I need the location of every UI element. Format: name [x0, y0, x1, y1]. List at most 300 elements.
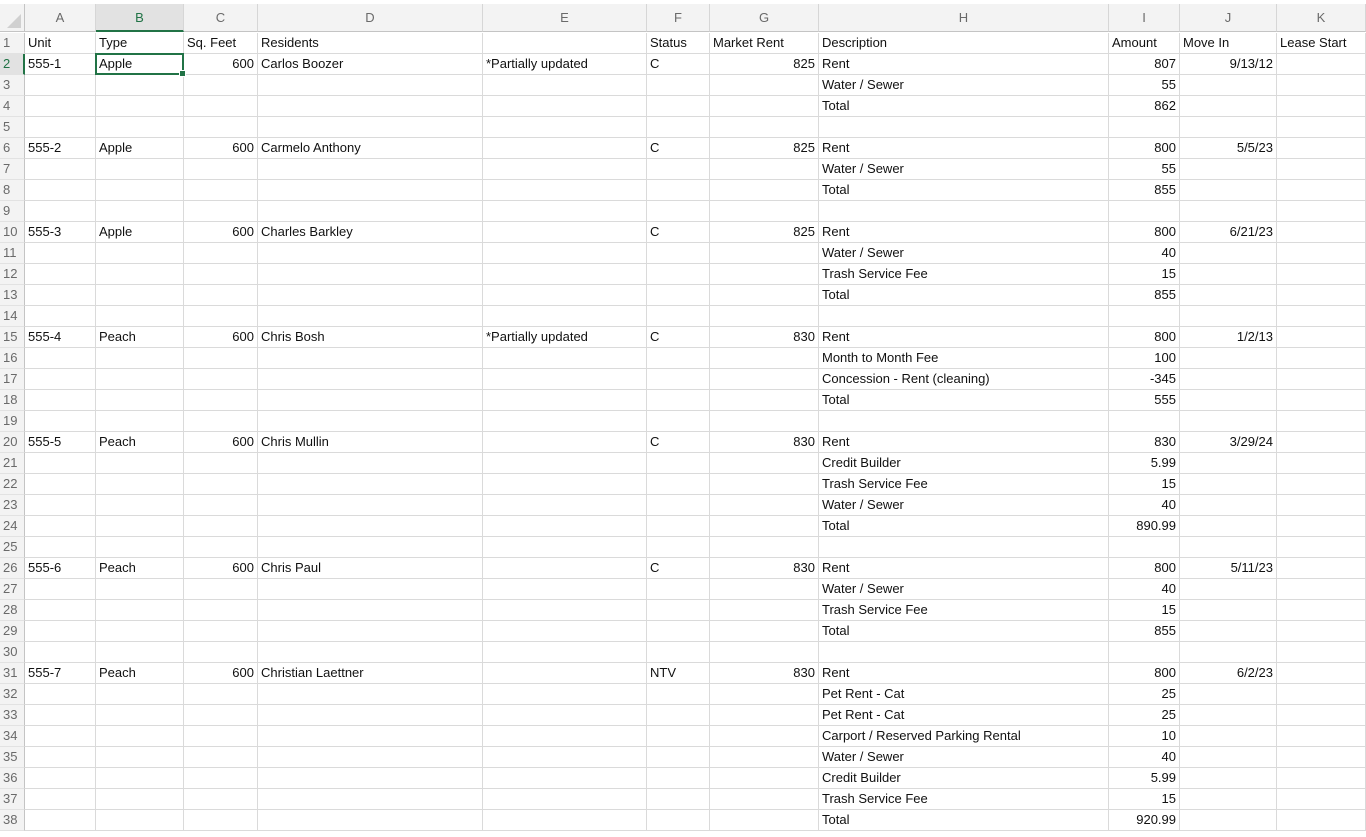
cell-b35[interactable]	[96, 747, 184, 768]
cell-f32[interactable]	[647, 684, 710, 705]
cell-a21[interactable]	[25, 453, 96, 474]
cell-c32[interactable]	[184, 684, 258, 705]
cell-j33[interactable]	[1180, 705, 1277, 726]
cell-b20[interactable]: Peach	[96, 432, 184, 453]
cell-k21[interactable]	[1277, 453, 1366, 474]
cell-k36[interactable]	[1277, 768, 1366, 789]
cell-b23[interactable]	[96, 495, 184, 516]
cell-a2[interactable]: 555-1	[25, 54, 96, 75]
cell-c1[interactable]: Sq. Feet	[184, 33, 258, 54]
row-header-26[interactable]: 26	[0, 558, 25, 579]
cell-c36[interactable]	[184, 768, 258, 789]
cell-a18[interactable]	[25, 390, 96, 411]
row-header-13[interactable]: 13	[0, 285, 25, 306]
cell-k19[interactable]	[1277, 411, 1366, 432]
cell-b2[interactable]: Apple	[96, 54, 184, 75]
cell-c25[interactable]	[184, 537, 258, 558]
cell-d35[interactable]	[258, 747, 483, 768]
cell-b22[interactable]	[96, 474, 184, 495]
cell-e35[interactable]	[483, 747, 647, 768]
cell-h28[interactable]: Trash Service Fee	[819, 600, 1109, 621]
cell-d13[interactable]	[258, 285, 483, 306]
cell-k9[interactable]	[1277, 201, 1366, 222]
cell-c18[interactable]	[184, 390, 258, 411]
row-header-15[interactable]: 15	[0, 327, 25, 348]
cell-g7[interactable]	[710, 159, 819, 180]
cell-d21[interactable]	[258, 453, 483, 474]
cell-d7[interactable]	[258, 159, 483, 180]
cell-a10[interactable]: 555-3	[25, 222, 96, 243]
row-header-22[interactable]: 22	[0, 474, 25, 495]
cell-f7[interactable]	[647, 159, 710, 180]
cell-a17[interactable]	[25, 369, 96, 390]
row-header-12[interactable]: 12	[0, 264, 25, 285]
cell-e4[interactable]	[483, 96, 647, 117]
cell-g18[interactable]	[710, 390, 819, 411]
row-header-2[interactable]: 2	[0, 54, 25, 75]
cell-i7[interactable]: 55	[1109, 159, 1180, 180]
cell-c29[interactable]	[184, 621, 258, 642]
cell-f34[interactable]	[647, 726, 710, 747]
cell-f37[interactable]	[647, 789, 710, 810]
row-header-36[interactable]: 36	[0, 768, 25, 789]
cell-c16[interactable]	[184, 348, 258, 369]
cell-b8[interactable]	[96, 180, 184, 201]
cell-j21[interactable]	[1180, 453, 1277, 474]
cell-e28[interactable]	[483, 600, 647, 621]
row-header-4[interactable]: 4	[0, 96, 25, 117]
cell-d23[interactable]	[258, 495, 483, 516]
row-header-3[interactable]: 3	[0, 75, 25, 96]
cell-e19[interactable]	[483, 411, 647, 432]
cell-g35[interactable]	[710, 747, 819, 768]
cell-j35[interactable]	[1180, 747, 1277, 768]
cell-d33[interactable]	[258, 705, 483, 726]
cell-d4[interactable]	[258, 96, 483, 117]
cell-f11[interactable]	[647, 243, 710, 264]
column-header-e[interactable]: E	[483, 4, 647, 32]
cell-a25[interactable]	[25, 537, 96, 558]
cell-e22[interactable]	[483, 474, 647, 495]
cell-a14[interactable]	[25, 306, 96, 327]
cell-d3[interactable]	[258, 75, 483, 96]
cell-e17[interactable]	[483, 369, 647, 390]
cell-i18[interactable]: 555	[1109, 390, 1180, 411]
cell-g23[interactable]	[710, 495, 819, 516]
cell-b4[interactable]	[96, 96, 184, 117]
cell-j37[interactable]	[1180, 789, 1277, 810]
cell-i2[interactable]: 807	[1109, 54, 1180, 75]
cell-a26[interactable]: 555-6	[25, 558, 96, 579]
cell-i15[interactable]: 800	[1109, 327, 1180, 348]
cell-i37[interactable]: 15	[1109, 789, 1180, 810]
cell-j8[interactable]	[1180, 180, 1277, 201]
cell-j36[interactable]	[1180, 768, 1277, 789]
row-header-33[interactable]: 33	[0, 705, 25, 726]
cell-h13[interactable]: Total	[819, 285, 1109, 306]
cell-c8[interactable]	[184, 180, 258, 201]
cell-f31[interactable]: NTV	[647, 663, 710, 684]
cell-c10[interactable]: 600	[184, 222, 258, 243]
cell-j34[interactable]	[1180, 726, 1277, 747]
row-header-11[interactable]: 11	[0, 243, 25, 264]
cell-c17[interactable]	[184, 369, 258, 390]
cell-f10[interactable]: C	[647, 222, 710, 243]
cell-i32[interactable]: 25	[1109, 684, 1180, 705]
cell-h10[interactable]: Rent	[819, 222, 1109, 243]
cell-d16[interactable]	[258, 348, 483, 369]
cell-e24[interactable]	[483, 516, 647, 537]
cell-f6[interactable]: C	[647, 138, 710, 159]
cell-c15[interactable]: 600	[184, 327, 258, 348]
cell-h18[interactable]: Total	[819, 390, 1109, 411]
cell-i26[interactable]: 800	[1109, 558, 1180, 579]
cell-k29[interactable]	[1277, 621, 1366, 642]
cell-b6[interactable]: Apple	[96, 138, 184, 159]
cell-e23[interactable]	[483, 495, 647, 516]
cell-e30[interactable]	[483, 642, 647, 663]
cell-a19[interactable]	[25, 411, 96, 432]
cell-k38[interactable]	[1277, 810, 1366, 831]
cell-k35[interactable]	[1277, 747, 1366, 768]
cell-b26[interactable]: Peach	[96, 558, 184, 579]
column-header-b[interactable]: B	[96, 4, 184, 32]
cell-c26[interactable]: 600	[184, 558, 258, 579]
cell-i27[interactable]: 40	[1109, 579, 1180, 600]
cell-f38[interactable]	[647, 810, 710, 831]
cell-d32[interactable]	[258, 684, 483, 705]
cell-g37[interactable]	[710, 789, 819, 810]
cell-j17[interactable]	[1180, 369, 1277, 390]
cell-j32[interactable]	[1180, 684, 1277, 705]
cell-f28[interactable]	[647, 600, 710, 621]
cell-h31[interactable]: Rent	[819, 663, 1109, 684]
cell-c7[interactable]	[184, 159, 258, 180]
cell-g26[interactable]: 830	[710, 558, 819, 579]
cell-b24[interactable]	[96, 516, 184, 537]
cell-j25[interactable]	[1180, 537, 1277, 558]
cell-d12[interactable]	[258, 264, 483, 285]
cell-k6[interactable]	[1277, 138, 1366, 159]
cell-f27[interactable]	[647, 579, 710, 600]
cell-j12[interactable]	[1180, 264, 1277, 285]
cell-d14[interactable]	[258, 306, 483, 327]
cell-e13[interactable]	[483, 285, 647, 306]
cell-k34[interactable]	[1277, 726, 1366, 747]
cell-f3[interactable]	[647, 75, 710, 96]
cell-k8[interactable]	[1277, 180, 1366, 201]
cell-g34[interactable]	[710, 726, 819, 747]
cell-h12[interactable]: Trash Service Fee	[819, 264, 1109, 285]
cell-f1[interactable]: Status	[647, 33, 710, 54]
cell-c21[interactable]	[184, 453, 258, 474]
cell-d26[interactable]: Chris Paul	[258, 558, 483, 579]
cell-a27[interactable]	[25, 579, 96, 600]
cell-c38[interactable]	[184, 810, 258, 831]
cell-j9[interactable]	[1180, 201, 1277, 222]
row-header-7[interactable]: 7	[0, 159, 25, 180]
cell-a7[interactable]	[25, 159, 96, 180]
cell-d18[interactable]	[258, 390, 483, 411]
cell-h24[interactable]: Total	[819, 516, 1109, 537]
cell-h34[interactable]: Carport / Reserved Parking Rental	[819, 726, 1109, 747]
cell-a35[interactable]	[25, 747, 96, 768]
row-header-28[interactable]: 28	[0, 600, 25, 621]
cell-f2[interactable]: C	[647, 54, 710, 75]
cell-g28[interactable]	[710, 600, 819, 621]
cell-c9[interactable]	[184, 201, 258, 222]
cell-h1[interactable]: Description	[819, 33, 1109, 54]
cell-c23[interactable]	[184, 495, 258, 516]
cell-k1[interactable]: Lease Start	[1277, 33, 1366, 54]
cell-i8[interactable]: 855	[1109, 180, 1180, 201]
cell-g4[interactable]	[710, 96, 819, 117]
column-header-j[interactable]: J	[1180, 4, 1277, 32]
cell-c13[interactable]	[184, 285, 258, 306]
cell-i5[interactable]	[1109, 117, 1180, 138]
cell-k20[interactable]	[1277, 432, 1366, 453]
cell-b32[interactable]	[96, 684, 184, 705]
cell-h5[interactable]	[819, 117, 1109, 138]
cell-i16[interactable]: 100	[1109, 348, 1180, 369]
cell-c24[interactable]	[184, 516, 258, 537]
cell-h36[interactable]: Credit Builder	[819, 768, 1109, 789]
cell-j14[interactable]	[1180, 306, 1277, 327]
cell-b36[interactable]	[96, 768, 184, 789]
cell-d37[interactable]	[258, 789, 483, 810]
cell-h35[interactable]: Water / Sewer	[819, 747, 1109, 768]
cell-b12[interactable]	[96, 264, 184, 285]
cell-a24[interactable]	[25, 516, 96, 537]
cell-g30[interactable]	[710, 642, 819, 663]
cell-h25[interactable]	[819, 537, 1109, 558]
cell-a37[interactable]	[25, 789, 96, 810]
cell-b37[interactable]	[96, 789, 184, 810]
cell-f35[interactable]	[647, 747, 710, 768]
cell-a13[interactable]	[25, 285, 96, 306]
cell-k23[interactable]	[1277, 495, 1366, 516]
cell-c14[interactable]	[184, 306, 258, 327]
cell-i1[interactable]: Amount	[1109, 33, 1180, 54]
cell-i4[interactable]: 862	[1109, 96, 1180, 117]
cell-c5[interactable]	[184, 117, 258, 138]
cell-h9[interactable]	[819, 201, 1109, 222]
cell-g3[interactable]	[710, 75, 819, 96]
cell-a34[interactable]	[25, 726, 96, 747]
cell-a33[interactable]	[25, 705, 96, 726]
cell-h33[interactable]: Pet Rent - Cat	[819, 705, 1109, 726]
row-header-38[interactable]: 38	[0, 810, 25, 831]
cell-j30[interactable]	[1180, 642, 1277, 663]
cell-e34[interactable]	[483, 726, 647, 747]
cell-h16[interactable]: Month to Month Fee	[819, 348, 1109, 369]
cell-d24[interactable]	[258, 516, 483, 537]
cell-i19[interactable]	[1109, 411, 1180, 432]
cell-e8[interactable]	[483, 180, 647, 201]
cell-a30[interactable]	[25, 642, 96, 663]
row-header-5[interactable]: 5	[0, 117, 25, 138]
row-header-9[interactable]: 9	[0, 201, 25, 222]
cell-k22[interactable]	[1277, 474, 1366, 495]
cell-e26[interactable]	[483, 558, 647, 579]
cell-d6[interactable]: Carmelo Anthony	[258, 138, 483, 159]
cell-b33[interactable]	[96, 705, 184, 726]
cell-k24[interactable]	[1277, 516, 1366, 537]
cell-j27[interactable]	[1180, 579, 1277, 600]
cell-i25[interactable]	[1109, 537, 1180, 558]
cell-i13[interactable]: 855	[1109, 285, 1180, 306]
cell-e18[interactable]	[483, 390, 647, 411]
cell-c11[interactable]	[184, 243, 258, 264]
cell-f19[interactable]	[647, 411, 710, 432]
cell-h2[interactable]: Rent	[819, 54, 1109, 75]
column-header-i[interactable]: I	[1109, 4, 1180, 32]
cell-k3[interactable]	[1277, 75, 1366, 96]
cell-e15[interactable]: *Partially updated	[483, 327, 647, 348]
cell-h30[interactable]	[819, 642, 1109, 663]
cell-g11[interactable]	[710, 243, 819, 264]
cell-h7[interactable]: Water / Sewer	[819, 159, 1109, 180]
cell-f5[interactable]	[647, 117, 710, 138]
row-header-18[interactable]: 18	[0, 390, 25, 411]
cell-b38[interactable]	[96, 810, 184, 831]
cell-a36[interactable]	[25, 768, 96, 789]
cell-b14[interactable]	[96, 306, 184, 327]
cell-h17[interactable]: Concession - Rent (cleaning)	[819, 369, 1109, 390]
select-all-corner[interactable]	[0, 4, 25, 32]
cell-f30[interactable]	[647, 642, 710, 663]
cell-f29[interactable]	[647, 621, 710, 642]
cell-a8[interactable]	[25, 180, 96, 201]
cell-i3[interactable]: 55	[1109, 75, 1180, 96]
cell-f14[interactable]	[647, 306, 710, 327]
cell-j15[interactable]: 1/2/13	[1180, 327, 1277, 348]
cell-i31[interactable]: 800	[1109, 663, 1180, 684]
cell-g27[interactable]	[710, 579, 819, 600]
cell-a15[interactable]: 555-4	[25, 327, 96, 348]
cell-b11[interactable]	[96, 243, 184, 264]
cell-d34[interactable]	[258, 726, 483, 747]
cell-i17[interactable]: -345	[1109, 369, 1180, 390]
cell-i38[interactable]: 920.99	[1109, 810, 1180, 831]
cell-d38[interactable]	[258, 810, 483, 831]
cell-e11[interactable]	[483, 243, 647, 264]
cell-i6[interactable]: 800	[1109, 138, 1180, 159]
cell-b10[interactable]: Apple	[96, 222, 184, 243]
cell-b29[interactable]	[96, 621, 184, 642]
cell-a32[interactable]	[25, 684, 96, 705]
column-header-c[interactable]: C	[184, 4, 258, 32]
cell-c2[interactable]: 600	[184, 54, 258, 75]
cell-a23[interactable]	[25, 495, 96, 516]
cell-i11[interactable]: 40	[1109, 243, 1180, 264]
cell-b17[interactable]	[96, 369, 184, 390]
cell-d17[interactable]	[258, 369, 483, 390]
cell-k18[interactable]	[1277, 390, 1366, 411]
cell-g19[interactable]	[710, 411, 819, 432]
cell-h19[interactable]	[819, 411, 1109, 432]
cell-h20[interactable]: Rent	[819, 432, 1109, 453]
cell-h3[interactable]: Water / Sewer	[819, 75, 1109, 96]
cell-f22[interactable]	[647, 474, 710, 495]
cell-j26[interactable]: 5/11/23	[1180, 558, 1277, 579]
column-header-g[interactable]: G	[710, 4, 819, 32]
cell-e25[interactable]	[483, 537, 647, 558]
cell-d8[interactable]	[258, 180, 483, 201]
cell-h21[interactable]: Credit Builder	[819, 453, 1109, 474]
cell-b31[interactable]: Peach	[96, 663, 184, 684]
cell-i20[interactable]: 830	[1109, 432, 1180, 453]
cell-h22[interactable]: Trash Service Fee	[819, 474, 1109, 495]
cell-f24[interactable]	[647, 516, 710, 537]
cell-j20[interactable]: 3/29/24	[1180, 432, 1277, 453]
row-header-10[interactable]: 10	[0, 222, 25, 243]
cell-f13[interactable]	[647, 285, 710, 306]
cell-i30[interactable]	[1109, 642, 1180, 663]
row-header-19[interactable]: 19	[0, 411, 25, 432]
cell-e32[interactable]	[483, 684, 647, 705]
cell-j11[interactable]	[1180, 243, 1277, 264]
cell-d1[interactable]: Residents	[258, 33, 483, 54]
cell-e37[interactable]	[483, 789, 647, 810]
cell-d28[interactable]	[258, 600, 483, 621]
cell-j24[interactable]	[1180, 516, 1277, 537]
cell-j16[interactable]	[1180, 348, 1277, 369]
cell-g21[interactable]	[710, 453, 819, 474]
cell-f26[interactable]: C	[647, 558, 710, 579]
cell-k2[interactable]	[1277, 54, 1366, 75]
cell-e6[interactable]	[483, 138, 647, 159]
cell-j31[interactable]: 6/2/23	[1180, 663, 1277, 684]
cell-k28[interactable]	[1277, 600, 1366, 621]
cell-i14[interactable]	[1109, 306, 1180, 327]
cell-a16[interactable]	[25, 348, 96, 369]
cell-f23[interactable]	[647, 495, 710, 516]
cell-a31[interactable]: 555-7	[25, 663, 96, 684]
row-header-29[interactable]: 29	[0, 621, 25, 642]
cell-i35[interactable]: 40	[1109, 747, 1180, 768]
cell-a38[interactable]	[25, 810, 96, 831]
row-header-8[interactable]: 8	[0, 180, 25, 201]
cell-b16[interactable]	[96, 348, 184, 369]
cell-e20[interactable]	[483, 432, 647, 453]
cell-h26[interactable]: Rent	[819, 558, 1109, 579]
cell-d25[interactable]	[258, 537, 483, 558]
cell-c4[interactable]	[184, 96, 258, 117]
cell-e31[interactable]	[483, 663, 647, 684]
cell-k10[interactable]	[1277, 222, 1366, 243]
cell-j18[interactable]	[1180, 390, 1277, 411]
cell-e14[interactable]	[483, 306, 647, 327]
cell-g15[interactable]: 830	[710, 327, 819, 348]
cell-g13[interactable]	[710, 285, 819, 306]
cell-k4[interactable]	[1277, 96, 1366, 117]
cell-a22[interactable]	[25, 474, 96, 495]
cell-f15[interactable]: C	[647, 327, 710, 348]
cell-j22[interactable]	[1180, 474, 1277, 495]
row-header-17[interactable]: 17	[0, 369, 25, 390]
cell-g5[interactable]	[710, 117, 819, 138]
row-header-6[interactable]: 6	[0, 138, 25, 159]
cell-a20[interactable]: 555-5	[25, 432, 96, 453]
cell-a6[interactable]: 555-2	[25, 138, 96, 159]
cell-e36[interactable]	[483, 768, 647, 789]
cell-f18[interactable]	[647, 390, 710, 411]
cell-c30[interactable]	[184, 642, 258, 663]
cell-f17[interactable]	[647, 369, 710, 390]
cell-e1[interactable]	[483, 33, 647, 54]
cell-k30[interactable]	[1277, 642, 1366, 663]
